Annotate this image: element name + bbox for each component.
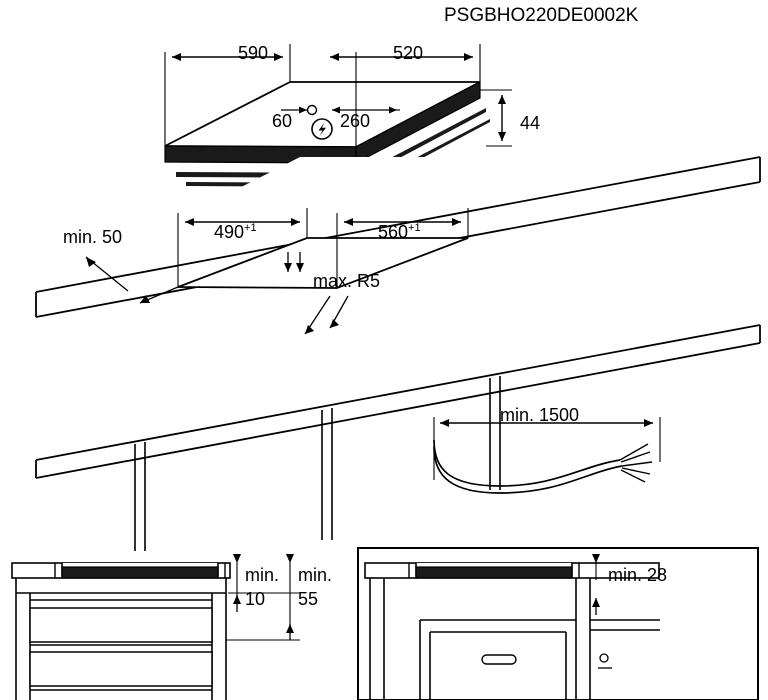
model-code: PSGBHO220DE0002K (444, 5, 639, 26)
dim-min-10-value: 10 (245, 589, 266, 609)
dim-cutout-width-value: 560 (378, 222, 409, 242)
dim-hob-offset-large: 260 (340, 111, 371, 131)
dim-hob-depth: 520 (393, 43, 424, 63)
dim-hob-offset-small: 60 (272, 111, 293, 131)
dim-cutout-depth-value: 490 (214, 222, 245, 242)
dim-min-rear: min. 50 (63, 227, 123, 247)
dim-hob-height: 44 (520, 113, 541, 133)
dim-min-55-prefix: min. (298, 565, 333, 585)
dim-cutout-depth-tolerance: +1 (244, 222, 257, 234)
dim-corner-radius: max. R5 (313, 271, 381, 291)
dim-min-28: min. 28 (608, 565, 668, 585)
dim-cable-length: min. 1500 (500, 405, 580, 425)
dim-min-55-value: 55 (298, 589, 319, 609)
dim-cutout-width-tolerance: +1 (408, 222, 421, 234)
dim-cutout-depth (214, 222, 257, 243)
dim-hob-width: 590 (238, 43, 269, 63)
dim-cutout-width (378, 222, 421, 243)
dim-min-10-prefix: min. (245, 565, 280, 585)
